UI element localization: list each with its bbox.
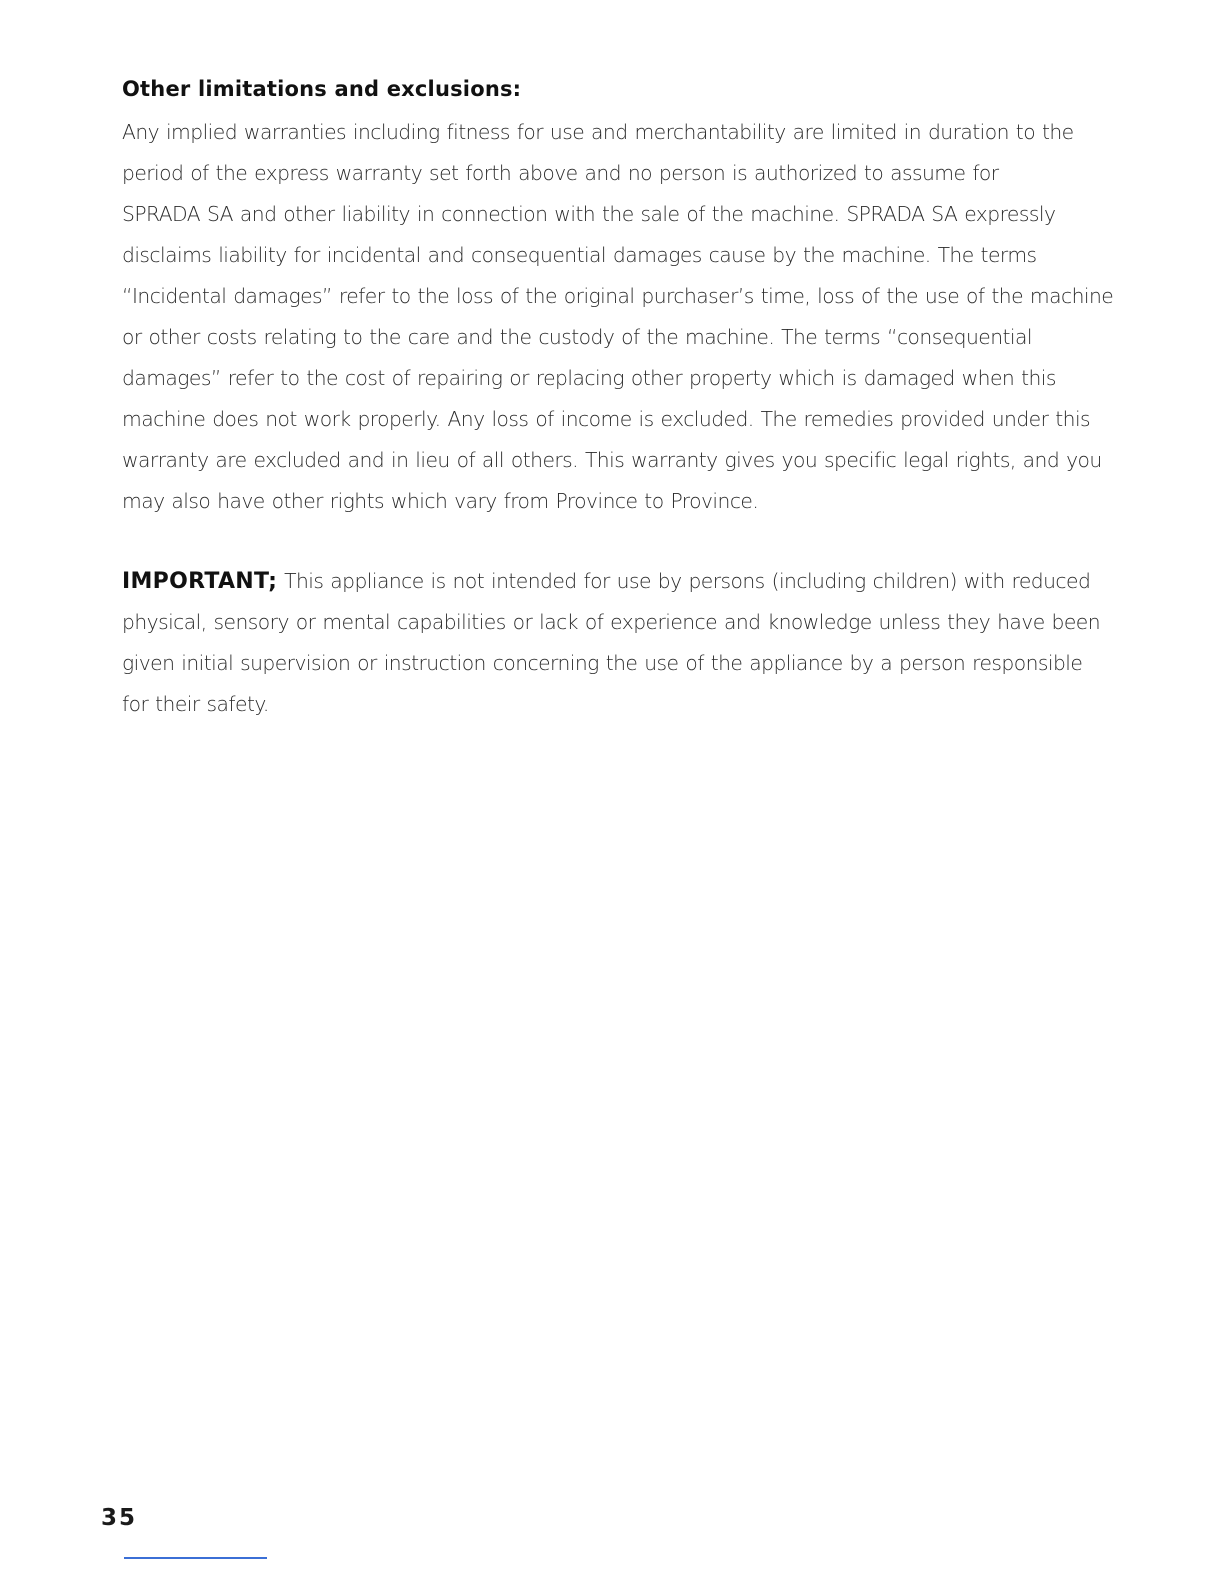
paragraph-line: SPRADA SA and other liability in connection with the sale of the machine. SPRADA SA expressly (122, 202, 1056, 226)
paragraph-line: physical, sensory or mental capabilities or lack of experience and knowledge unless they have been (122, 610, 1101, 634)
paragraph-line: period of the express warranty set forth above and no person is authorized to assume for (122, 161, 999, 185)
important-first-line (122, 561, 1100, 602)
footer-rule (124, 1557, 267, 1559)
paragraph-line: Any implied warranties including fitness for use and merchantability are limited in duration to the (122, 120, 1074, 144)
paragraph-line: or other costs relating to the care and the custody of the machine. The terms “consequential (122, 325, 1032, 349)
paragraph-line: for their safety. (122, 692, 269, 716)
important-first-line-text: This appliance is not intended for use by persons (including children) with reduced (284, 569, 1091, 593)
paragraph-line: disclaims liability for incidental and consequential damages cause by the machine. The terms (122, 243, 1037, 267)
paragraph-line: given initial supervision or instruction concerning the use of the appliance by a person responsible (122, 651, 1083, 675)
paragraph-line: warranty are excluded and in lieu of all others. This warranty gives you specific legal rights, and you (122, 448, 1102, 472)
paragraph-line: damages” refer to the cost of repairing or replacing other property which is damaged when this (122, 366, 1056, 390)
important-paragraph (122, 561, 1100, 725)
section-heading: Other limitations and exclusions: (122, 77, 522, 101)
paragraph-line: may also have other rights which vary from Province to Province. (122, 489, 759, 513)
paragraph-line: “Incidental damages” refer to the loss of the original purchaser’s time, loss of the use of the machine (122, 284, 1114, 308)
paragraph-line: machine does not work properly. Any loss of income is excluded. The remedies provided under this (122, 407, 1091, 431)
important-label: IMPORTANT; (122, 569, 278, 594)
page-number: 35 (101, 1505, 138, 1531)
limitations-paragraph (122, 112, 1113, 522)
